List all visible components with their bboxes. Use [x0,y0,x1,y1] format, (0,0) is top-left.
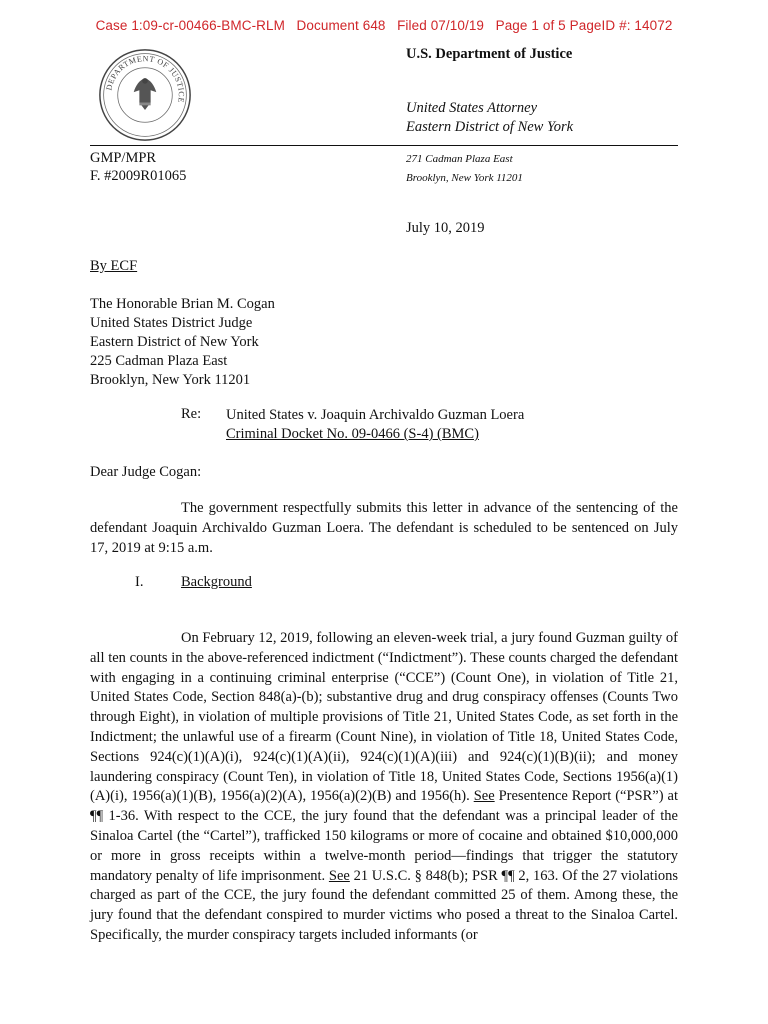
reference-block [90,149,186,185]
seal-ring-text: DEPARTMENT OF JUSTICE [104,54,186,104]
background-paragraph [90,629,678,946]
intro-paragraph: The government respectfully submits this letter in advance of the sentencing of the defendant Joaquin Archivaldo Guzman Loera. The defendant is scheduled to be sentenced on July 17, 2019 at 9:15 a.m. [90,500,678,556]
initials: GMP/MPR [90,150,157,166]
recipient-line: The Honorable Brian M. Cogan [90,296,275,312]
letter-date: July 10, 2019 [406,220,485,236]
re-label: Re: [181,406,202,422]
citation-signal: See [328,867,350,884]
section-number: I. [135,574,144,590]
agency-name: U.S. Department of Justice [406,46,573,62]
delivery-method: By ECF [90,258,138,274]
recipient-line: United States District Judge [90,315,253,331]
case-caption: United States v. Joaquin Archivaldo Guzman Loera [226,407,525,423]
recipient-line: 225 Cadman Plaza East [90,353,228,369]
office-line: United States Attorney [406,100,538,116]
file-number: F. #2009R01065 [90,168,187,184]
re-block [226,406,550,444]
recipient-line: Eastern District of New York [90,334,259,350]
paragraph-text: 21 U.S.C. § 848(b); PSR ¶¶ 2, 163. Of the 27 violations charged as part of the CCE, the jury found the defendant committed 25 of them. Among these, the jury found that the defendant conspired to murder victims who posed a threat to the Sinaloa Cartel. Specifically, the murder conspiracy targets included informants (or [90,867,678,943]
address-line: 271 Cadman Plaza East [406,153,513,165]
citation-signal: See [473,788,495,805]
doj-seal-icon [98,48,192,142]
office-address [406,150,523,188]
salutation: Dear Judge Cogan: [90,464,202,480]
filing-header: Case 1:09-cr-00466-BMC-RLM Document 648 Filed 07/10/19 Page 1 of 5 PageID #: 14072 [95,18,673,33]
section-title: Background [181,574,252,590]
paragraph-text: Presentence Report (“PSR”) at ¶¶ 1-36. With respect to the CCE, the jury found that the defendant was a principal leader of the Sinaloa Cartel (the “Cartel”), trafficked 150 kilograms or more of cocaine and obtained $10,000,000 or more in gross receipts within a twelve-month period—findings that trigger the statutory mandatory penalty of life imprisonment. [90,788,678,884]
letterhead-rule [90,145,678,146]
paragraph-text: On February 12, 2019, following an eleven-week trial, a jury found Guzman guilty of all ten counts in the above-referenced indictment (“Indictment”). These counts charged the defendant with engaging in a continuing criminal enterprise (“CCE”) (Count One), in violation of Title 21, United States Code, Section 848(a)-(b); substantive drug and drug conspiracy offenses (Counts Two through Eight), in violation of multiple provisions of Title 21, United States Code, as set forth in the Indictment; the unlawful use of a firearm (Count Nine), in violation of Title 18, United States Code, Sections 924(c)(1)(A)(i), 924(c)(1)(A)(ii), 924(c)(1)(A)(iii) and 924(c)(1)(B)(ii); and money laundering conspiracy (Count Ten), in violation of Title 18, United States Code, Sections 1956(a)(1)(A)(i), 1956(a)(1)(B), 1956(a)(2)(A), 1956(a)(2)(B) and 1956(h). [90,630,678,805]
address-line: Brooklyn, New York 11201 [406,172,523,184]
docket-number: Criminal Docket No. 09-0466 (S-4) (BMC) [226,426,479,442]
recipient-address [90,295,275,390]
office-block [406,99,573,137]
recipient-line: Brooklyn, New York 11201 [90,372,251,388]
office-line: Eastern District of New York [406,119,574,135]
